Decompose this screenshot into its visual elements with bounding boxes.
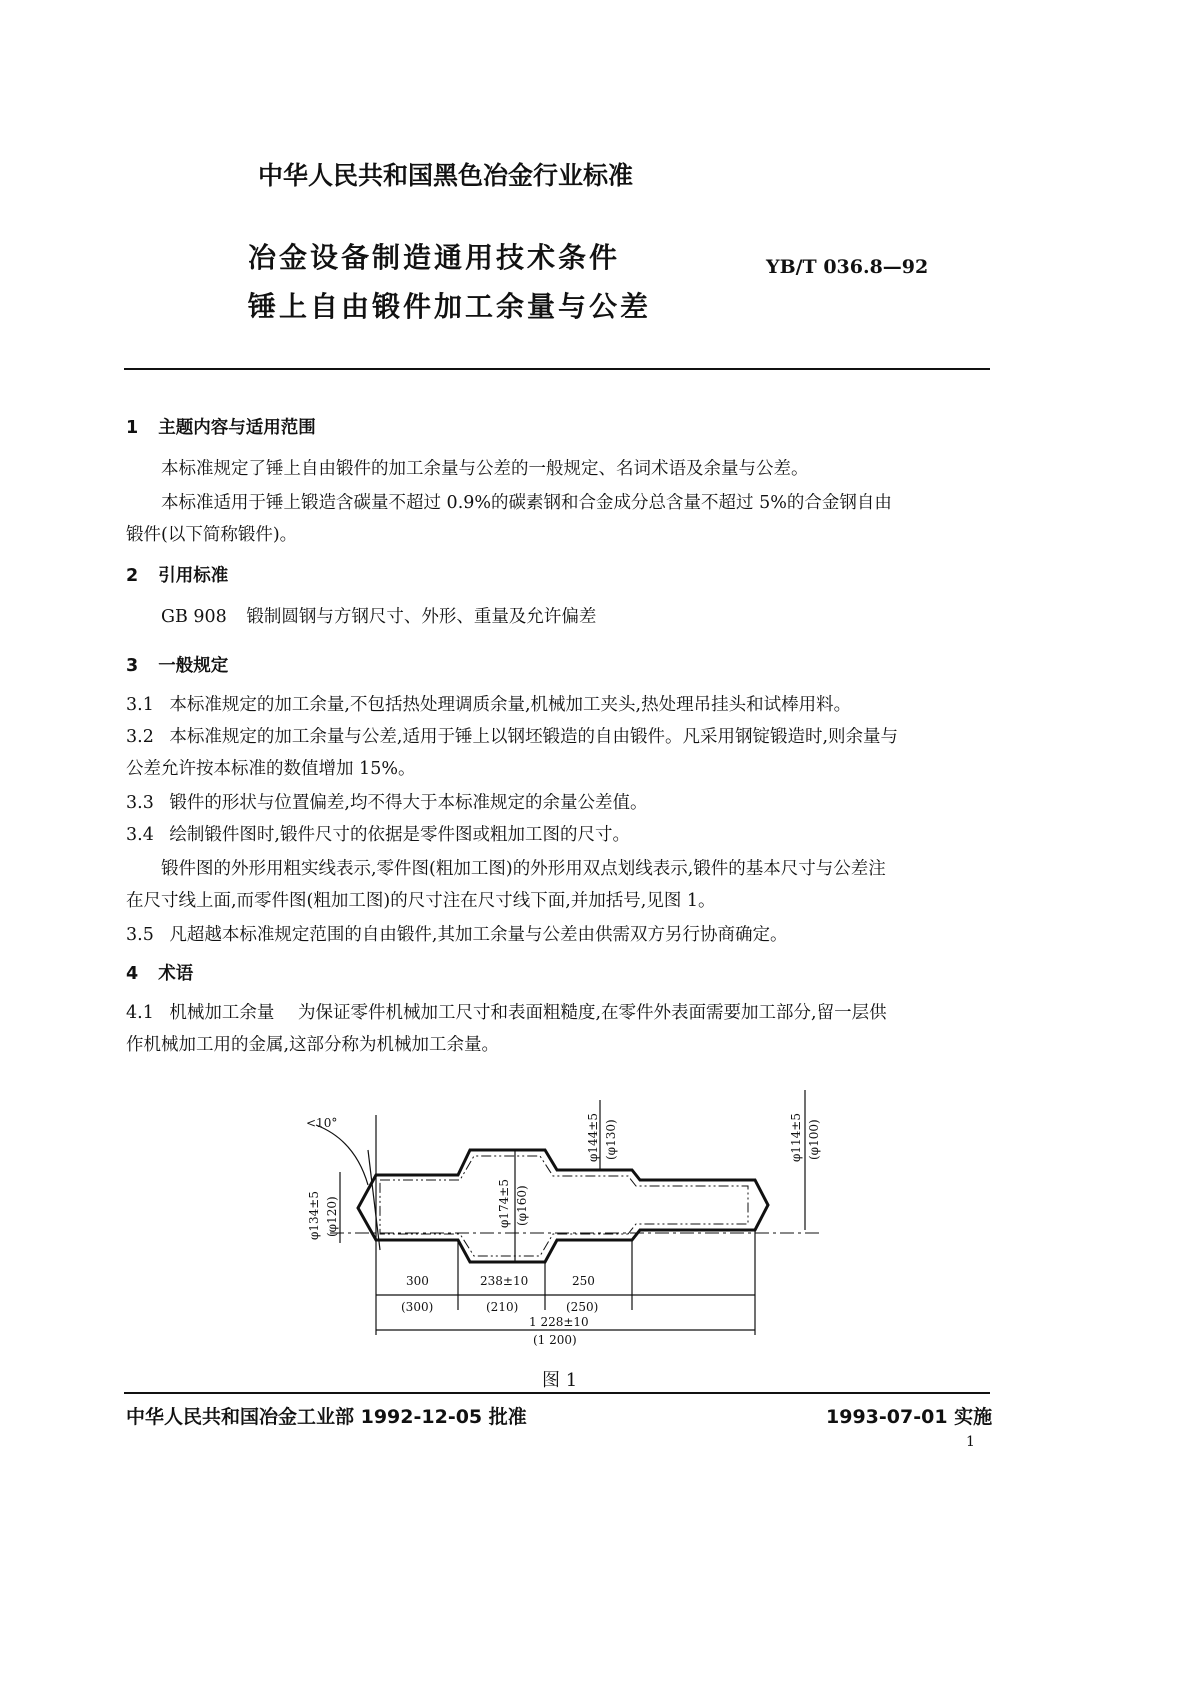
approval-line: 中华人民共和国冶金工业部 1992-12-05 批准 [126,1406,527,1428]
clause-3-4 [126,818,630,852]
length-total-part: (1 200) [533,1333,577,1347]
section-3-heading [126,652,228,677]
page-number: 1 [966,1434,975,1450]
header-rule [124,368,990,370]
diameter-right: φ114±5 [789,1113,803,1162]
angle-leader [368,1150,380,1250]
clause-text: 绘制锻件图时,锻件尺寸的依据是零件图或粗加工图的尺寸。 [169,825,630,845]
length-mid: 238±10 [480,1274,529,1288]
reference-item [161,600,596,634]
figure-caption: 图 1 [542,1370,578,1391]
doc-title-line2: 锤上自由锻件加工余量与公差 [248,290,652,323]
section-1-heading [126,414,316,439]
diameter-right-part: (φ100) [807,1119,821,1160]
section-title: 一般规定 [158,656,229,676]
s1-para2-line1: 本标准适用于锤上锻造含碳量不超过 0.9%的碳素钢和合金成分总含量不超过 5%的合金钢自由 [161,493,892,513]
angle-label: <10° [306,1116,338,1130]
footer-rule [124,1392,990,1394]
clause-text: 本标准规定的加工余量,不包括热处理调质余量,机械加工夹头,热处理吊挂头和试棒用料。 [169,695,852,715]
diameter-mid: φ174±5 [497,1179,511,1228]
diameter-step: φ144±5 [586,1113,600,1162]
clause-3-1 [126,688,851,722]
diameter-mid-part: (φ160) [515,1185,529,1226]
clause-text: 本标准规定的加工余量与公差,适用于锤上以钢坯锻造的自由锻件。凡采用钢锭锻造时,则余量与 [169,727,899,747]
length-right: 250 [572,1274,595,1288]
term-definition: 为保证零件机械加工尺寸和表面粗糙度,在零件外表面需要加工部分,留一层供 [298,1003,887,1023]
section-number: 3 [126,656,139,676]
doc-title-line1: 冶金设备制造通用技术条件 [248,241,621,274]
length-left: 300 [406,1274,429,1288]
reference-title: 锻制圆钢与方钢尺寸、外形、重量及允许偏差 [246,607,597,627]
section-title: 引用标准 [158,566,229,586]
clause-3-4-para-line2: 在尺寸线上面,而零件图(粗加工图)的尺寸注在尺寸线下面,并加括号,见图 1。 [126,891,716,911]
s1-para1: 本标准规定了锤上自由锻件的加工余量与公差的一般规定、名词术语及余量与公差。 [161,459,809,479]
section-number: 4 [126,964,139,984]
length-total: 1 228±10 [529,1315,589,1329]
term: 机械加工余量 [169,1003,275,1023]
clause-4-1-line2: 作机械加工用的金属,这部分称为机械加工余量。 [126,1035,500,1055]
standard-code: YB/T 036.8—92 [766,256,929,278]
diameter-step-part: (φ130) [604,1119,618,1160]
section-number: 2 [126,566,139,586]
section-2-heading [126,562,228,587]
org-title: 中华人民共和国黑色冶金行业标准 [258,161,634,190]
diameter-left-part: (φ120) [325,1196,339,1237]
section-4-heading [126,960,193,985]
length-mid-part: (210) [486,1300,519,1314]
section-number: 1 [126,418,139,438]
length-left-part: (300) [401,1300,434,1314]
angle-arc [316,1125,368,1185]
clause-3-4-para-line1: 锻件图的外形用粗实线表示,零件图(粗加工图)的外形用双点划线表示,锻件的基本尺寸与公差注 [161,859,886,879]
section-title: 术语 [158,964,194,984]
diameter-left: φ134±5 [307,1191,321,1240]
clause-number: 3.4 [126,825,154,845]
reference-code: GB 908 [161,607,227,627]
clause-text: 凡超越本标准规定范围的自由锻件,其加工余量与公差由供需双方另行协商确定。 [169,925,788,945]
clause-3-5 [126,918,787,952]
effective-date: 1993-07-01 实施 [826,1406,993,1428]
clause-number: 4.1 [126,1003,154,1023]
clause-4-1 [126,996,887,1030]
clause-number: 3.1 [126,695,154,715]
s1-para2-line2: 锻件(以下简称锻件)。 [126,525,298,545]
clause-text: 锻件的形状与位置偏差,均不得大于本标准规定的余量公差值。 [169,793,648,813]
clause-3-2-line2: 公差允许按本标准的数值增加 15%。 [126,759,416,779]
forging-outline [358,1150,768,1262]
clause-3-2 [126,720,898,754]
clause-number: 3.3 [126,793,154,813]
section-title: 主题内容与适用范围 [158,418,316,438]
clause-number: 3.2 [126,727,154,747]
clause-number: 3.5 [126,925,154,945]
length-right-part: (250) [566,1300,599,1314]
part-outline [380,1156,748,1256]
clause-3-3 [126,786,647,820]
